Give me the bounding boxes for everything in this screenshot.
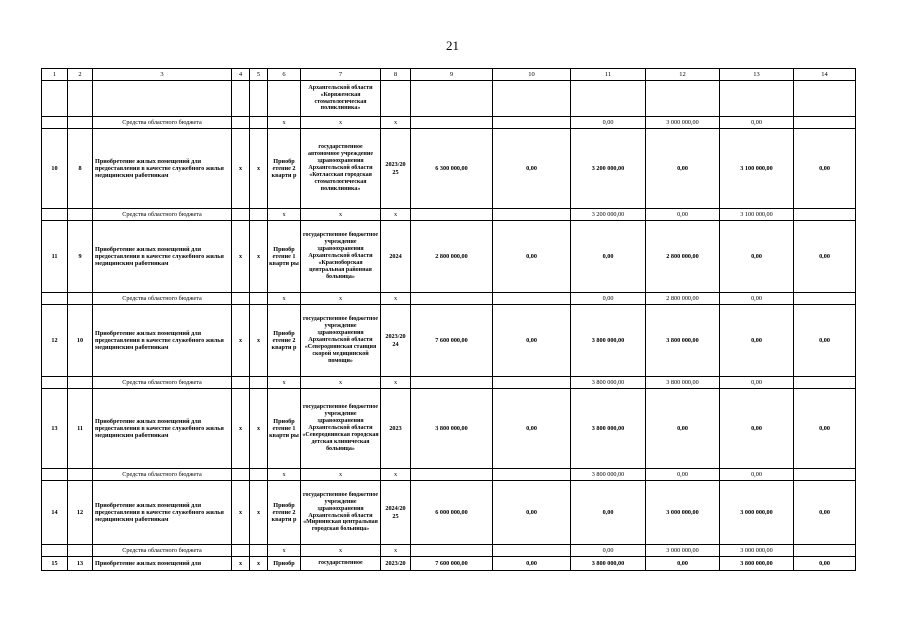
cell: х bbox=[232, 221, 250, 293]
cell: х bbox=[232, 481, 250, 545]
funding-row bbox=[42, 209, 856, 221]
cell: х bbox=[301, 545, 381, 557]
funding-label: Средства областного бюджета bbox=[93, 377, 232, 389]
item-number: 13 bbox=[68, 557, 93, 571]
cell: 0,00 bbox=[794, 305, 856, 377]
cell: 3 800 000,00 bbox=[720, 557, 794, 571]
cell: х bbox=[301, 293, 381, 305]
page-number: 21 bbox=[446, 38, 459, 53]
cell: 0,00 bbox=[720, 389, 794, 469]
header-cell: 13 bbox=[720, 69, 794, 81]
empty-cell bbox=[232, 545, 250, 557]
description-cell: Приобретение жилых помещений для предоставления в качестве служебного жилья медицинским работникам bbox=[93, 129, 232, 209]
cell: х bbox=[381, 117, 411, 129]
cell: 3 800 000,00 bbox=[646, 305, 720, 377]
cell: 3 800 000,00 bbox=[646, 377, 720, 389]
org-cell: Архангельской области «Коряжемская стоматологическая поликлиника» bbox=[301, 81, 381, 117]
cell: х bbox=[250, 389, 268, 469]
cell: х bbox=[301, 209, 381, 221]
cell: х bbox=[381, 469, 411, 481]
cell: 0,00 bbox=[493, 481, 571, 545]
org-cell: государственное бюджетное учреждение здравоохранения Архангельской области «Красноборская центральная районная больница» bbox=[301, 221, 381, 293]
cell: 0,00 bbox=[720, 377, 794, 389]
table-row bbox=[42, 129, 856, 209]
empty-cell bbox=[411, 209, 493, 221]
type-cell: Приобр етение 2 кварти р bbox=[268, 129, 301, 209]
cell: х bbox=[250, 481, 268, 545]
cell: 0,00 bbox=[571, 221, 646, 293]
empty-cell bbox=[42, 545, 68, 557]
period-cell: 2023/20 25 bbox=[381, 129, 411, 209]
period-cell: 2023/20 bbox=[381, 557, 411, 571]
empty-cell bbox=[42, 209, 68, 221]
header-cell: 11 bbox=[571, 69, 646, 81]
cell: х bbox=[301, 117, 381, 129]
empty-cell bbox=[250, 293, 268, 305]
header-row bbox=[42, 69, 856, 81]
empty-cell bbox=[42, 293, 68, 305]
cell: 3 800 000,00 bbox=[571, 389, 646, 469]
item-number: 9 bbox=[68, 221, 93, 293]
empty-cell bbox=[250, 545, 268, 557]
cell: 3 000 000,00 bbox=[646, 117, 720, 129]
row-number: 11 bbox=[42, 221, 68, 293]
cell: 3 000 000,00 bbox=[646, 545, 720, 557]
empty-cell bbox=[794, 209, 856, 221]
cell: 0,00 bbox=[646, 129, 720, 209]
funding-label: Средства областного бюджета bbox=[93, 209, 232, 221]
empty-cell bbox=[794, 377, 856, 389]
header-cell: 10 bbox=[493, 69, 571, 81]
funding-label: Средства областного бюджета bbox=[93, 469, 232, 481]
cell: х bbox=[250, 557, 268, 571]
type-cell: Приобр етение 1 кварти ры bbox=[268, 221, 301, 293]
row-number: 15 bbox=[42, 557, 68, 571]
header-cell: 4 bbox=[232, 69, 250, 81]
row-number: 14 bbox=[42, 481, 68, 545]
header-cell: 2 bbox=[68, 69, 93, 81]
cell: х bbox=[268, 209, 301, 221]
funding-label: Средства областного бюджета bbox=[93, 117, 232, 129]
table-row bbox=[42, 221, 856, 293]
cell: 3 100 000,00 bbox=[720, 129, 794, 209]
funding-row bbox=[42, 545, 856, 557]
cell: х bbox=[232, 305, 250, 377]
cell: х bbox=[250, 305, 268, 377]
cell: х bbox=[381, 377, 411, 389]
funding-row bbox=[42, 117, 856, 129]
table-row bbox=[42, 305, 856, 377]
description-cell: Приобретение жилых помещений для предоставления в качестве служебного жилья медицинским работникам bbox=[93, 481, 232, 545]
cell: х bbox=[250, 221, 268, 293]
cell: х bbox=[232, 557, 250, 571]
header-cell: 7 bbox=[301, 69, 381, 81]
cell: 0,00 bbox=[493, 305, 571, 377]
cell: 0,00 bbox=[794, 221, 856, 293]
funding-row bbox=[42, 293, 856, 305]
header-cell: 14 bbox=[794, 69, 856, 81]
cell: 6 300 000,00 bbox=[411, 129, 493, 209]
cell: 3 800 000,00 bbox=[571, 377, 646, 389]
cell: 0,00 bbox=[794, 389, 856, 469]
cell: х bbox=[381, 545, 411, 557]
cell: 3 100 000,00 bbox=[720, 209, 794, 221]
cell: 0,00 bbox=[646, 557, 720, 571]
period-cell: 2024 bbox=[381, 221, 411, 293]
empty-cell bbox=[42, 469, 68, 481]
cell: 0,00 bbox=[493, 389, 571, 469]
cell: 0,00 bbox=[571, 117, 646, 129]
cell: 3 800 000,00 bbox=[411, 389, 493, 469]
type-cell: Приобр етение 2 кварти р bbox=[268, 481, 301, 545]
type-cell: Приобр bbox=[268, 557, 301, 571]
type-cell: Приобр етение 1 кварти ры bbox=[268, 389, 301, 469]
empty-cell bbox=[794, 469, 856, 481]
header-cell: 1 bbox=[42, 69, 68, 81]
org-cell: государственное бюджетное учреждение здравоохранения Архангельской области «Мирнинская центральная городская больница» bbox=[301, 481, 381, 545]
cell: 2 800 000,00 bbox=[411, 221, 493, 293]
cell: 3 200 000,00 bbox=[571, 129, 646, 209]
empty-cell bbox=[250, 377, 268, 389]
empty-cell bbox=[493, 545, 571, 557]
header-cell: 5 bbox=[250, 69, 268, 81]
header-cell: 6 bbox=[268, 69, 301, 81]
cell: 7 600 000,00 bbox=[411, 557, 493, 571]
cell: 3 800 000,00 bbox=[571, 557, 646, 571]
funding-row bbox=[42, 377, 856, 389]
empty-cell bbox=[42, 377, 68, 389]
empty-cell bbox=[68, 293, 93, 305]
cell: х bbox=[301, 469, 381, 481]
cell: 0,00 bbox=[794, 129, 856, 209]
funding-label: Средства областного бюджета bbox=[93, 545, 232, 557]
cell: 3 000 000,00 bbox=[720, 481, 794, 545]
cell: 0,00 bbox=[720, 305, 794, 377]
row-number: 13 bbox=[42, 389, 68, 469]
empty-cell bbox=[68, 209, 93, 221]
empty-cell bbox=[411, 293, 493, 305]
cell: х bbox=[232, 129, 250, 209]
empty-cell bbox=[250, 209, 268, 221]
cell: 7 600 000,00 bbox=[411, 305, 493, 377]
funding-row bbox=[42, 469, 856, 481]
description-cell: Приобретение жилых помещений для предоставления в качестве служебного жилья медицинским работникам bbox=[93, 389, 232, 469]
row-number: 10 bbox=[42, 129, 68, 209]
empty-cell bbox=[232, 377, 250, 389]
empty-cell bbox=[232, 469, 250, 481]
empty-cell bbox=[232, 293, 250, 305]
empty-cell bbox=[794, 545, 856, 557]
cell: 0,00 bbox=[720, 293, 794, 305]
cell: 0,00 bbox=[493, 129, 571, 209]
header-cell: 12 bbox=[646, 69, 720, 81]
cell: х bbox=[268, 293, 301, 305]
org-cell: государственное автономное учреждение здравоохранения Архангельской области «Котласская городская стоматологическая поликлиника» bbox=[301, 129, 381, 209]
empty-cell bbox=[411, 545, 493, 557]
cell: х bbox=[268, 377, 301, 389]
cell: 0,00 bbox=[646, 469, 720, 481]
cell: 2 800 000,00 bbox=[646, 293, 720, 305]
item-number: 10 bbox=[68, 305, 93, 377]
org-cell: государственное бюджетное учреждение здравоохранения Архангельской области «Северодвинская городская детская клиническая больница» bbox=[301, 389, 381, 469]
empty-cell bbox=[411, 469, 493, 481]
empty-cell bbox=[250, 469, 268, 481]
table-row bbox=[42, 481, 856, 545]
cell: 2 800 000,00 bbox=[646, 221, 720, 293]
header-cell: 9 bbox=[411, 69, 493, 81]
table-row bbox=[42, 389, 856, 469]
type-cell: Приобр етение 2 кварти р bbox=[268, 305, 301, 377]
empty-cell bbox=[68, 469, 93, 481]
org-cell: государственное бюджетное учреждение здравоохранения Архангельской области «Северодвинская станция скорой медицинской помощи» bbox=[301, 305, 381, 377]
empty-cell bbox=[493, 293, 571, 305]
cell: 6 000 000,00 bbox=[411, 481, 493, 545]
empty-cell bbox=[411, 377, 493, 389]
period-cell: 2024/20 25 bbox=[381, 481, 411, 545]
empty-cell bbox=[794, 293, 856, 305]
cell: 3 200 000,00 bbox=[571, 209, 646, 221]
table-row bbox=[42, 81, 856, 117]
cell: х bbox=[268, 117, 301, 129]
cell: 3 800 000,00 bbox=[571, 469, 646, 481]
period-cell: 2023 bbox=[381, 389, 411, 469]
cell: 3 000 000,00 bbox=[646, 481, 720, 545]
empty-cell bbox=[68, 377, 93, 389]
cell: х bbox=[232, 389, 250, 469]
row-number: 12 bbox=[42, 305, 68, 377]
cell: х bbox=[381, 293, 411, 305]
cell: х bbox=[301, 377, 381, 389]
empty-cell bbox=[493, 209, 571, 221]
cell: 3 800 000,00 bbox=[571, 305, 646, 377]
cell: 0,00 bbox=[646, 209, 720, 221]
empty-cell bbox=[493, 377, 571, 389]
cell: 0,00 bbox=[794, 557, 856, 571]
cell: х bbox=[381, 209, 411, 221]
empty-cell bbox=[68, 545, 93, 557]
cell: 0,00 bbox=[720, 469, 794, 481]
description-cell: Приобретение жилых помещений для предоставления в качестве служебного жилья медицинским работникам bbox=[93, 221, 232, 293]
cell: х bbox=[268, 545, 301, 557]
cell: 0,00 bbox=[646, 389, 720, 469]
empty-cell bbox=[493, 469, 571, 481]
table-row bbox=[42, 557, 856, 571]
cell: 0,00 bbox=[571, 293, 646, 305]
header-cell: 3 bbox=[93, 69, 232, 81]
cell: 3 000 000,00 bbox=[720, 545, 794, 557]
cell: 0,00 bbox=[720, 221, 794, 293]
cell: 0,00 bbox=[571, 545, 646, 557]
budget-table bbox=[41, 68, 856, 571]
empty-cell bbox=[232, 209, 250, 221]
item-number: 12 bbox=[68, 481, 93, 545]
description-cell: Приобретение жилых помещений для bbox=[93, 557, 232, 571]
cell: 0,00 bbox=[493, 221, 571, 293]
cell: 0,00 bbox=[493, 557, 571, 571]
org-cell: государственное bbox=[301, 557, 381, 571]
funding-label: Средства областного бюджета bbox=[93, 293, 232, 305]
item-number: 11 bbox=[68, 389, 93, 469]
header-cell: 8 bbox=[381, 69, 411, 81]
cell: 0,00 bbox=[571, 481, 646, 545]
period-cell: 2023/20 24 bbox=[381, 305, 411, 377]
item-number: 8 bbox=[68, 129, 93, 209]
description-cell: Приобретение жилых помещений для предоставления в качестве служебного жилья медицинским работникам bbox=[93, 305, 232, 377]
cell: 0,00 bbox=[794, 481, 856, 545]
cell: 0,00 bbox=[720, 117, 794, 129]
cell: х bbox=[268, 469, 301, 481]
cell: х bbox=[250, 129, 268, 209]
